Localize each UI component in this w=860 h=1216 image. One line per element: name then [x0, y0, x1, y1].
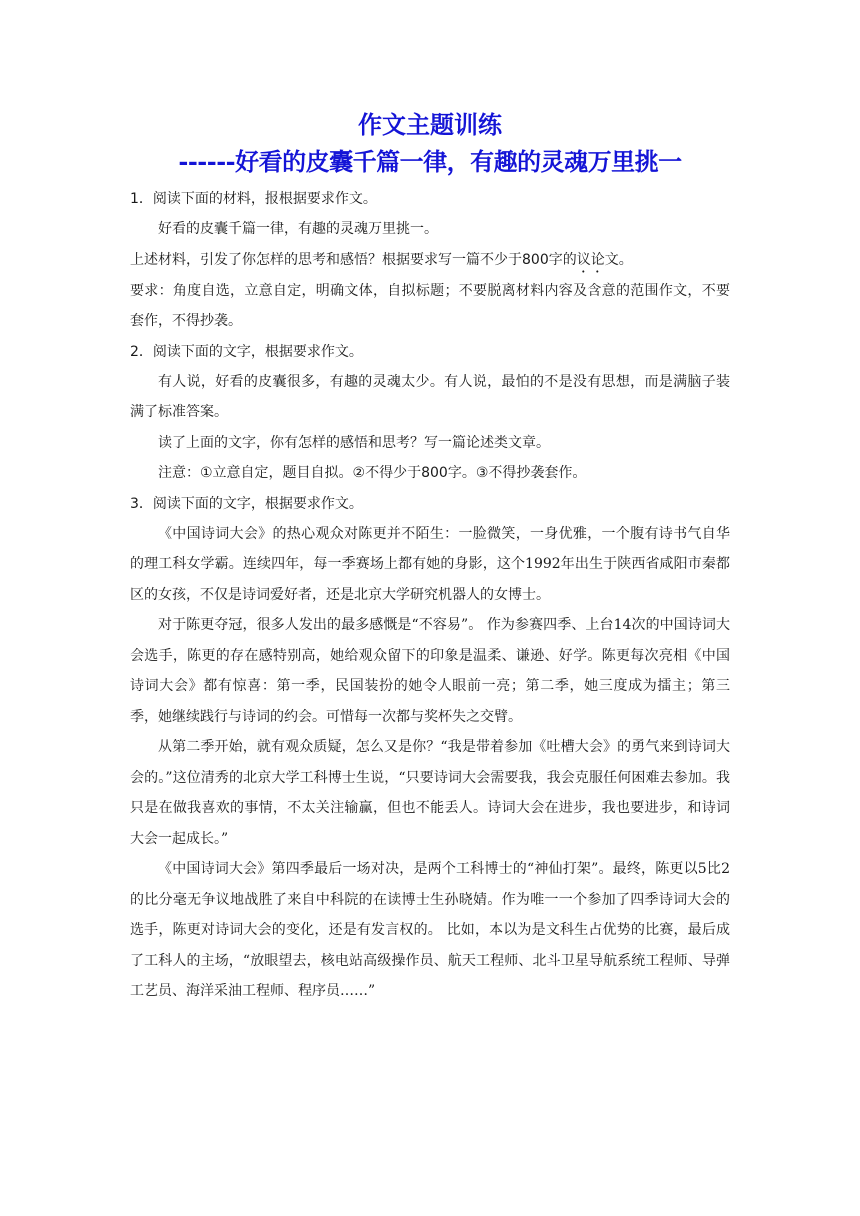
- page-title: 作文主题训练: [358, 110, 502, 139]
- page-subtitle: ------好看的皮囊千篇一律，有趣的灵魂万里挑一: [178, 147, 682, 176]
- document-page: [130, 108, 730, 1007]
- question-2-material: 有人说，好看的皮囊很多，有趣的灵魂太少。有人说，最怕的不是没有思想，而是满脑子装满了标准答案。: [130, 373, 730, 420]
- question-3-heading: 3．阅读下面的文字，根据要求作文。: [130, 495, 363, 512]
- question-1-requirements: 要求：角度自选，立意自定，明确文体，自拟标题；不要脱离材料内容及含意的范围作文，不要套作，不得抄袭。: [130, 282, 730, 329]
- question-2-note: 注意：①立意自定，题目自拟。②不得少于800字。③不得抄袭套作。: [158, 465, 587, 481]
- question-3-paragraph: 从第二季开始，就有观众质疑，怎么又是你？“我是带着参加《吐槽大会》的勇气来到诗词大会的。”这位清秀的北京大学工科博士生说，“只要诗词大会需要我，我会克服任何困难去参加。我只是在做我喜欢的事情，不太关注输赢，但也不能丢人。诗词大会在进步，我也要进步，和诗词大会一起成长。”: [130, 739, 730, 847]
- question-1-task-after: 文。: [604, 251, 633, 268]
- question-2-heading: 2．阅读下面的文字，根据要求作文。: [130, 343, 363, 360]
- title-block: [130, 108, 730, 180]
- question-1-task-before: 上述材料，引发了你怎样的思考和感悟？根据要求写一篇不少于800字的: [130, 251, 577, 268]
- question-1-task-emphasis: 议论: [576, 251, 605, 268]
- question-3-paragraph: 《中国诗词大会》的热心观众对陈更并不陌生：一脸微笑，一身优雅，一个腹有诗书气自华的理工科女学霸。连续四年，每一季赛场上都有她的身影，这个1992年出生于陕西省咸阳市秦都区的女孩，不仅是诗词爱好者，还是北京大学研究机器人的女博士。: [130, 525, 730, 603]
- question-2-task: 读了上面的文字，你有怎样的感悟和思考？写一篇论述类文章。: [158, 434, 550, 451]
- question-1-task: [130, 245, 730, 276]
- question-3-paragraph: 对于陈更夺冠，很多人发出的最多感慨是“不容易”。 作为参赛四季、上台14次的中国诗词大会选手，陈更的存在感特别高，她给观众留下的印象是温柔、谦逊、好学。陈更每次亮相《中国诗词大会》都有惊喜：第一季，民国装扮的她令人眼前一亮；第二季，她三度成为擂主；第三季，她继续践行与诗词的约会。可惜每一次都与奖杯失之交臂。: [130, 617, 730, 725]
- question-1-material: 好看的皮囊千篇一律，有趣的灵魂万里挑一。: [158, 221, 438, 237]
- question-1-heading: 1．阅读下面的材料，报根据要求作文。: [130, 191, 377, 207]
- question-3-paragraph: 《中国诗词大会》第四季最后一场对决，是两个工科博士的“神仙打架”。最终，陈更以5比2的比分毫无争议地战胜了来自中科院的在读博士生孙晓婧。作为唯一一个参加了四季诗词大会的选手，陈更对诗词大会的变化，还是有发言权的。 比如，本以为是文科生占优势的比赛，最后成了工科人的主场，“放眼望去，核电站高级操作员、航天工程师、北斗卫星导航系统工程师、导弹工艺员、海洋采油工程师、程序员……”: [130, 861, 730, 999]
